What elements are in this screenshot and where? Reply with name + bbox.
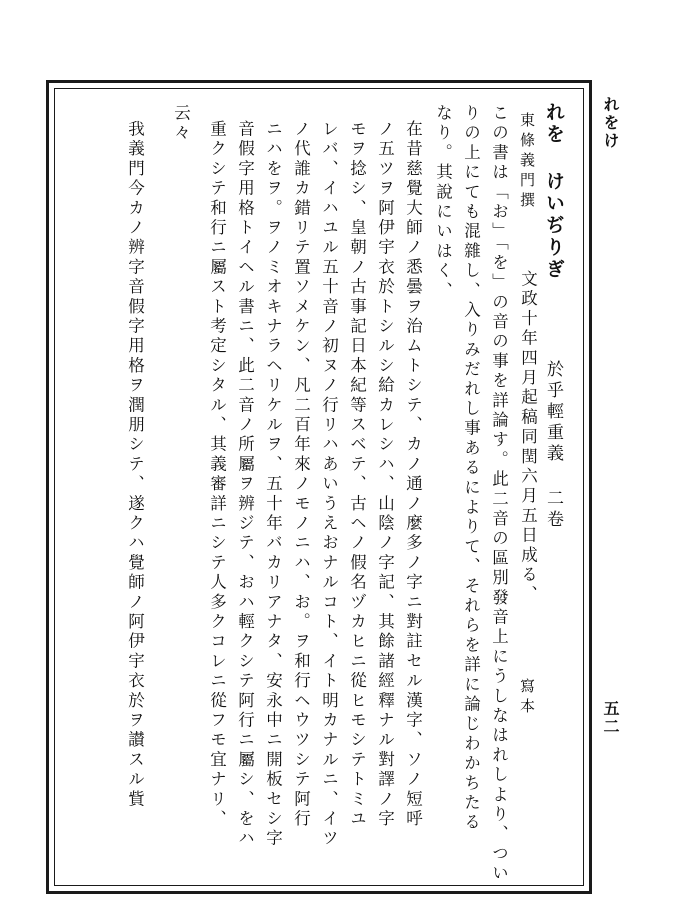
text-column: ノ五ツヲ阿伊宇衣於トシルシ給カレシハ、山陰ノ字記、其餘諸經釋ナル對譯ノ字 [375,120,395,830]
author-line: 東條義門撰 [518,112,536,212]
text-column: この書は「お」「を」の音の事を詳論す。此二音の區別發音上にうしなはれしより、つい [489,104,509,884]
text-column: ノ代誰カ錯リテ置ソメケン、凡二百年來ノモノニハ、お。ヲ和行ヘウツシテ阿行 [291,120,311,830]
section-title: れを けいぢりぎ [543,102,565,281]
text-column: 云々 [171,104,191,144]
text-column: 音假字用格トイヘル書ニ、此二音ノ所屬ヲ辨ジテ、おハ輕クシテ阿行ニ屬シ、をハ [235,120,255,849]
running-title: れをけ [601,96,620,150]
text-column: モヲ捻シ、皇朝ノ古事記日本紀等スベテ、古ヘノ假名ヅカヒニ從ヒモシテトミユ [347,120,367,830]
text-column: 我義門今カノ辨字音假字用格ヲ潤朋シテ、遂クハ覺師ノ阿伊宇衣於ヲ讃スル貲 [125,120,145,810]
date-line: 文政十年四月起稿同閏六月五日成る、 [518,270,538,605]
manuscript-note: 寫本 [518,678,536,718]
text-column: 在昔慈覺大師ノ悉曇ヲ治ムトシテ、カノ通ノ麼多ノ字ニ對註セル漢字、ソノ短呼 [403,120,423,830]
text-column: 重クシテ和行ニ屬スト考定シタル、其義審詳ニシテ人多クコレニ從フモ宜ナリ、 [207,120,227,830]
text-column: りの上にても混雜し、入りみだれし事あるによりて、それらを詳に論じわかちたる [461,104,481,833]
text-column: ニハをヲ。ヲノミオキナラヘリケルヲ、五十年バカリアナタ、安永中ニ開板セシ字 [263,120,283,849]
text-column: レバ、イハユル五十音ノ初ヌノ行リハあいうえおナルコト、イト明カナルニ、イツ [319,120,339,849]
page-number: 五二 [601,700,620,736]
section-subtitle: 於乎輕重義 二卷 [543,360,563,531]
text-column: なり。其說にいはく、 [433,104,453,301]
